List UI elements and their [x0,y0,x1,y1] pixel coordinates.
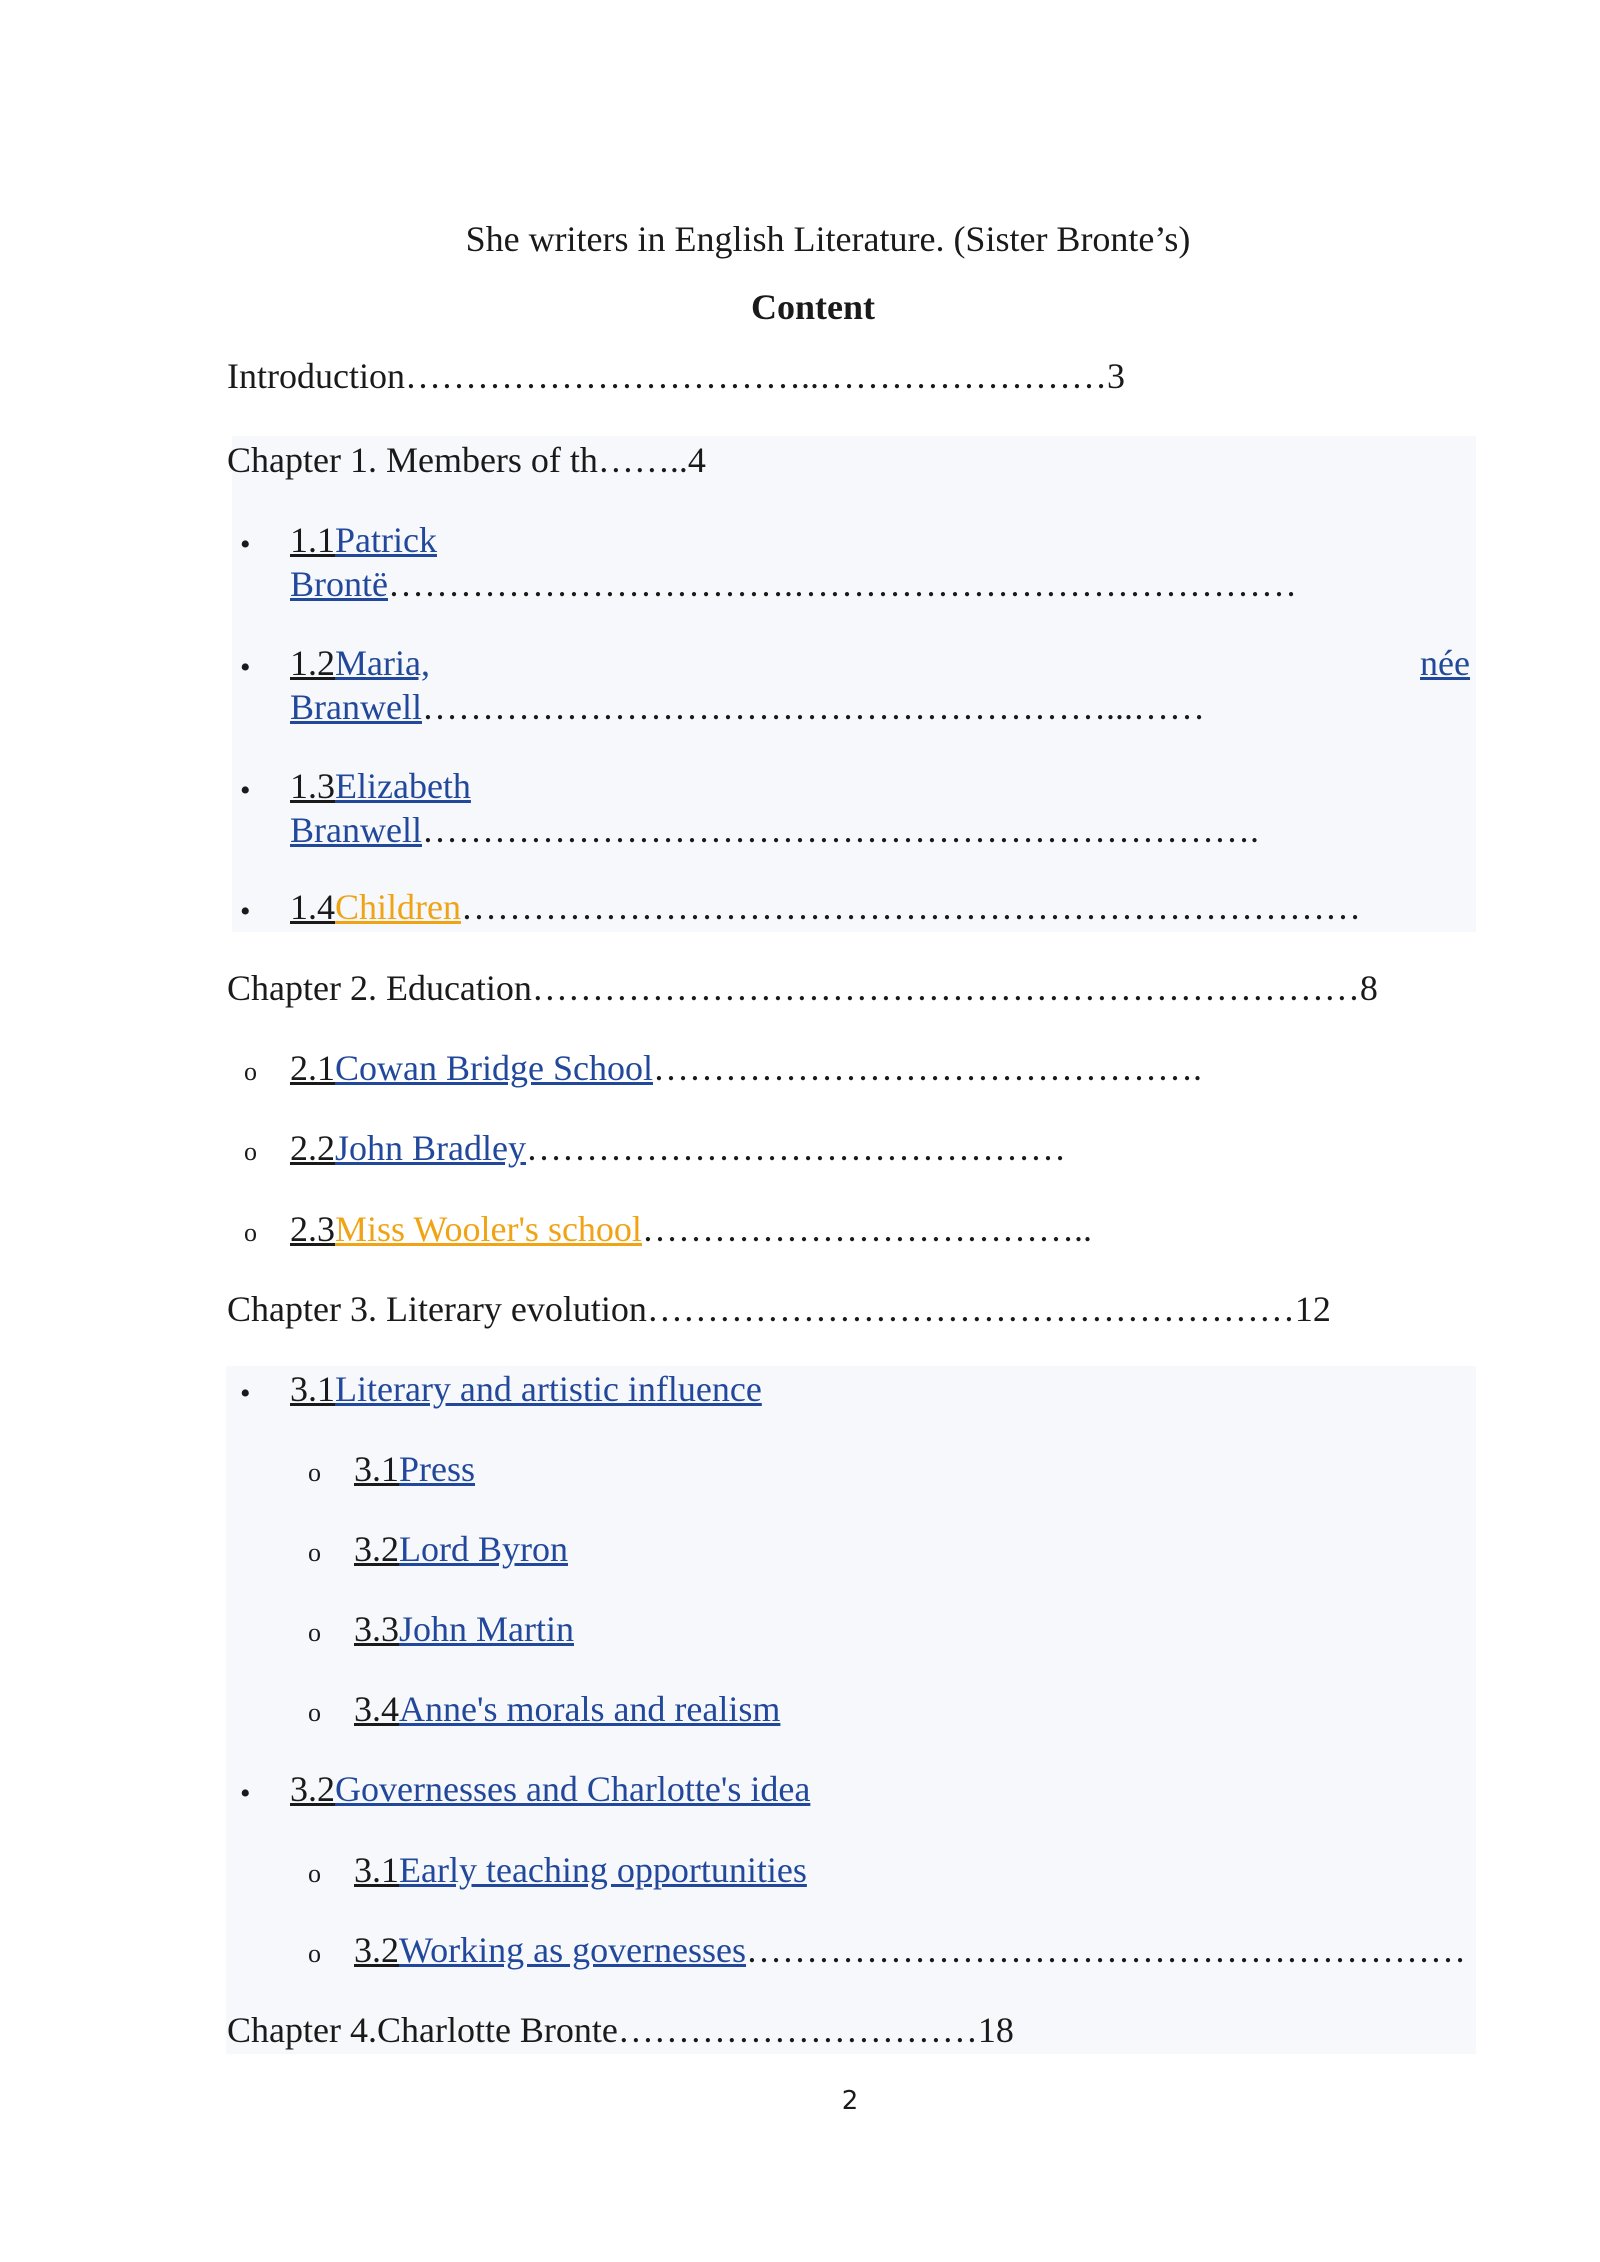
toc-item-1-1-cont[interactable] [290,562,1297,606]
toc-chapter-1-label: Chapter 1. Members of th [227,440,598,480]
toc-item-link[interactable]: John Bradley [335,1128,526,1168]
toc-leader-dots: …………………………….…………………………………… [387,564,1297,604]
toc-item-link[interactable]: Literary and artistic influence [335,1369,762,1409]
toc-item-link[interactable]: Lord Byron [399,1529,568,1569]
toc-item-number: 3.2 [354,1930,399,1970]
toc-introduction[interactable] [227,354,1125,398]
toc-item-link[interactable]: Branwell [290,687,422,727]
toc-item-1-3-cont[interactable] [290,808,1259,852]
toc-item-1-2-cont[interactable] [290,685,1205,729]
toc-item-2-1[interactable] [290,1046,1202,1090]
toc-item-number: 2.2 [290,1128,335,1168]
toc-item-number: 3.1 [290,1369,335,1409]
toc-chapter-4[interactable] [227,2008,1014,2052]
document-title: She writers in English Literature. (Sister Bronte’s) [465,219,1191,259]
bullet-disc-icon: • [240,895,251,928]
toc-item-link[interactable]: Anne's morals and realism [399,1689,781,1729]
toc-item-number: 1.1 [290,520,335,560]
toc-chapter-2-label: Chapter 2. Education [227,968,532,1008]
content-heading: Content [751,287,875,327]
toc-chapter-2[interactable] [227,966,1378,1010]
page-number: 2 [841,2086,859,2116]
toc-item-number: 2.1 [290,1048,335,1088]
bullet-circle-icon: o [308,1859,321,1888]
toc-item-link[interactable]: Press [399,1449,476,1489]
toc-item-number: 2.3 [290,1209,335,1249]
toc-page-number: 18 [977,2010,1014,2050]
toc-page-number: 8 [1359,968,1378,1008]
toc-item-number: 1.3 [290,766,335,806]
toc-item-link[interactable]: Miss Wooler's school [335,1209,642,1249]
toc-subsection-lord-byron[interactable] [354,1527,568,1571]
toc-item-number: 3.2 [290,1769,335,1809]
toc-item-number: 3.3 [354,1609,399,1649]
bullet-disc-icon: • [240,1377,251,1410]
toc-chapter-3-label: Chapter 3. Literary evolution [227,1289,647,1329]
toc-subsection-annes-morals[interactable] [354,1687,780,1731]
toc-item-number: 1.2 [290,643,335,683]
bullet-circle-icon: o [308,1698,321,1727]
toc-item-link[interactable]: John Martin [399,1609,574,1649]
toc-item-link[interactable]: Early teaching opportunities [399,1850,807,1890]
toc-leader-dots: ……………………………………………………………. [421,810,1259,850]
bullet-disc-icon: • [240,1777,251,1810]
bullet-disc-icon: • [240,651,251,684]
toc-chapter-4-label: Chapter 4.Charlotte Bronte [227,2010,618,2050]
toc-section-3-1[interactable] [290,1367,762,1411]
toc-item-link[interactable]: Elizabeth [335,766,471,806]
bullet-circle-icon: o [308,1618,321,1647]
toc-leader-dots: ………………………………………. [652,1048,1202,1088]
toc-leader-dots: ………………………… [617,2010,978,2050]
bullet-disc-icon: • [240,528,251,561]
toc-item-1-1[interactable] [290,518,437,562]
toc-page-number: 12 [1294,1289,1331,1329]
toc-leader-dots: …………………………………………………...…… [421,687,1205,727]
toc-leader-dots: ……………………………….. [641,1209,1092,1249]
toc-item-2-3[interactable] [290,1207,1092,1251]
toc-page-number: 4 [687,440,706,480]
bullet-circle-icon: o [244,1057,257,1086]
bullet-circle-icon: o [308,1939,321,1968]
bullet-circle-icon: o [244,1137,257,1166]
bullet-disc-icon: • [240,774,251,807]
toc-chapter-3[interactable] [227,1287,1331,1331]
toc-item-1-2[interactable] [290,641,1470,685]
toc-leader-dots: …….. [597,440,688,480]
toc-item-number: 3.4 [354,1689,399,1729]
toc-leader-dots: …………………………………………………… [746,1930,1467,1970]
toc-item-link[interactable]: Cowan Bridge School [335,1048,653,1088]
toc-subsection-early-teaching[interactable] [354,1848,807,1892]
toc-subsection-press[interactable] [354,1447,475,1491]
toc-item-2-2[interactable] [290,1126,1066,1170]
toc-section-3-2[interactable] [290,1767,810,1811]
toc-item-link[interactable]: Maria, [335,643,430,683]
toc-page-number: 3 [1106,356,1125,396]
toc-item-link[interactable]: Working as governesses [399,1930,747,1970]
toc-item-1-3[interactable] [290,764,471,808]
toc-leader-dots: ……………………………………… [525,1128,1066,1168]
toc-leader-dots: ……………………………..…………………… [404,356,1107,396]
toc-leader-dots: ……………………………………………… [646,1289,1295,1329]
bullet-circle-icon: o [244,1218,257,1247]
toc-introduction-label: Introduction [227,356,405,396]
toc-leader-dots: …………………………………………………………… [531,968,1360,1008]
toc-item-number: 1.4 [290,887,335,927]
bullet-circle-icon: o [308,1458,321,1487]
toc-item-link[interactable]: Branwell [290,810,422,850]
toc-subsection-john-martin[interactable] [354,1607,574,1651]
toc-chapter-1[interactable] [227,438,706,482]
toc-item-link[interactable]: Governesses and Charlotte's idea [335,1769,811,1809]
toc-item-link[interactable]: Patrick [335,520,437,560]
toc-item-1-4[interactable] [290,885,1361,929]
toc-item-link[interactable]: Children [335,887,461,927]
bullet-circle-icon: o [308,1538,321,1567]
toc-item-number: 3.1 [354,1850,399,1890]
toc-leader-dots: ………………………………………………………………… [460,887,1361,927]
toc-item-link[interactable]: Brontë [290,564,388,604]
toc-item-link-right[interactable]: née [1420,643,1470,683]
toc-item-number: 3.1 [354,1449,399,1489]
toc-item-number: 3.2 [354,1529,399,1569]
toc-subsection-working-as-governesses[interactable] [354,1928,1466,1972]
